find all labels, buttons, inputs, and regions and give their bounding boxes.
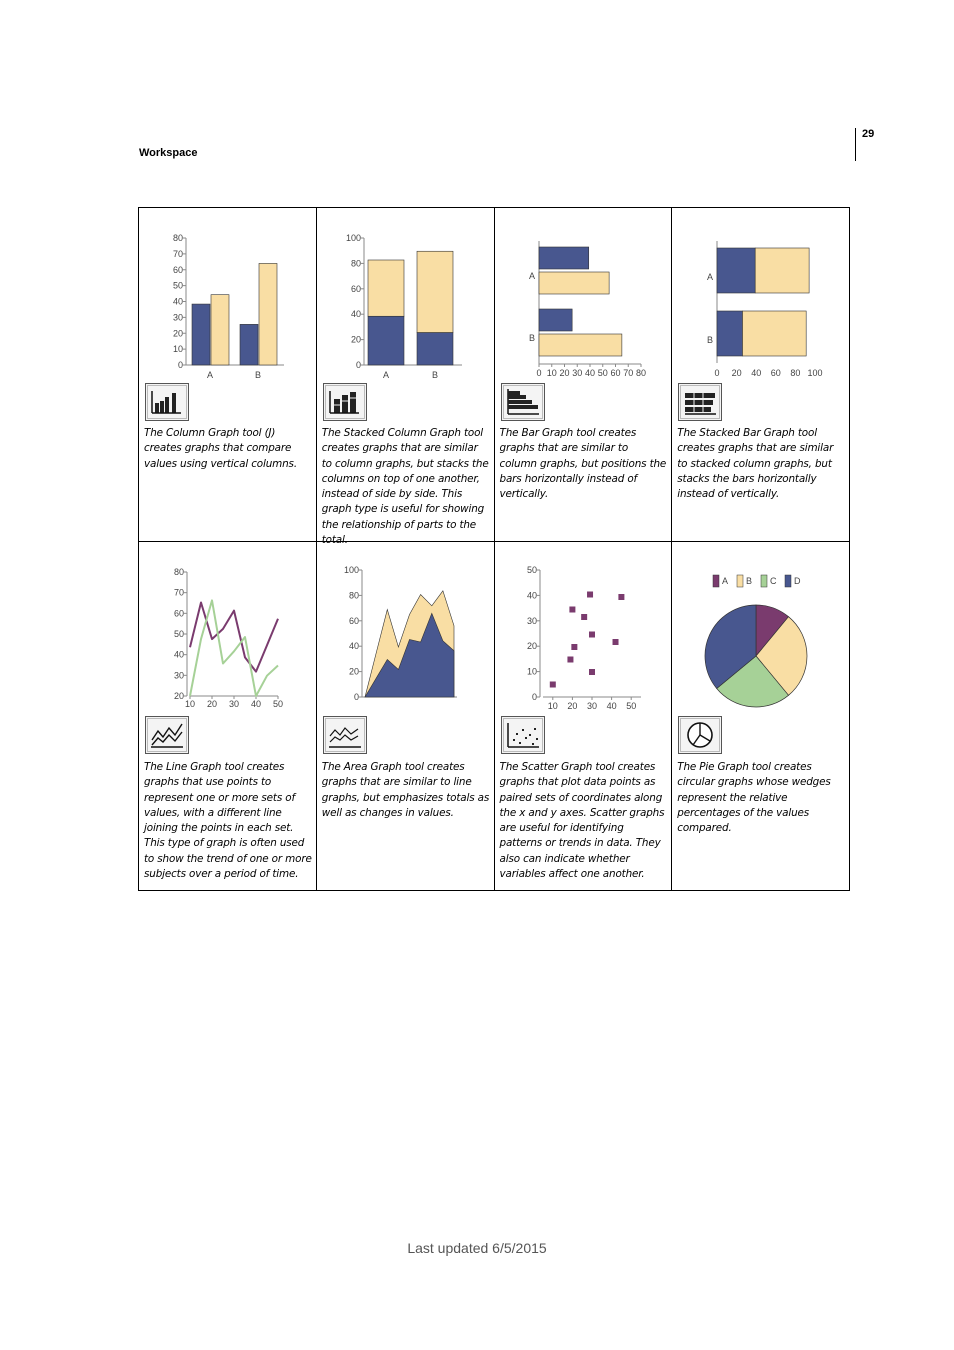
area-y-tick-label: 0 <box>353 692 359 702</box>
stacked-column-y-tick-label: 80 <box>350 258 361 269</box>
stacked-bar-x-tick-label: 80 <box>790 368 801 378</box>
scatter-y-tick-label: 40 <box>526 590 537 601</box>
icon-bar <box>685 400 713 405</box>
icon-dot <box>519 742 521 744</box>
scatter-point <box>549 682 555 688</box>
table-cell-pie <box>672 542 850 891</box>
cell-caption: The Scatter Graph tool creates graphs that plot data points as paired sets of coordinates along the x and y axes. Scatter graphs are useful for identifying patterns or trends in data. They also can indicate whether variables affect one another. <box>499 761 665 881</box>
icon-bar <box>508 391 520 395</box>
stacked-bar-graph-icon <box>678 383 722 421</box>
icon-dot <box>513 739 515 741</box>
line-y-tick-label: 60 <box>173 608 184 619</box>
stacked-bar-x-tick-label: 100 <box>807 368 823 378</box>
last-updated-footer: Last updated 6/5/2015 <box>407 1240 547 1256</box>
line-x-tick-label: 10 <box>184 699 196 709</box>
pie-legend-label: D <box>794 576 801 586</box>
scatter-x-tick-label: 20 <box>566 701 577 711</box>
line-y-tick-label: 40 <box>173 649 184 660</box>
icon-bar <box>160 401 164 413</box>
line-y-tick-label: 50 <box>173 629 184 639</box>
bar-bar <box>539 334 622 356</box>
column-bar <box>240 324 258 365</box>
bar-x-tick-label: 30 <box>571 368 582 378</box>
icon-bar <box>165 397 169 413</box>
scatter-point <box>589 632 595 638</box>
scatter-y-tick-label: 30 <box>526 615 537 626</box>
line-y-tick-label: 70 <box>173 587 184 598</box>
scatter-point <box>589 669 595 675</box>
line-x-tick-label: 50 <box>272 699 284 709</box>
cell-caption: The Line Graph tool creates graphs that use points to represent one or more sets of values, with a different line joining the points in each set. This type of graph is often used to show the trend of one or more subjects over a period of time. <box>144 761 312 881</box>
icon-dot <box>534 728 536 730</box>
stacked-bar-x-tick-label: 0 <box>714 368 720 378</box>
column-y-tick-label: 60 <box>172 264 183 275</box>
cell-caption: The Bar Graph tool creates graphs that are similar to column graphs, but positions the bars horizontally instead of vertically. <box>499 427 667 501</box>
table-cell-line <box>139 542 317 891</box>
line-x-tick-label: 40 <box>250 699 262 709</box>
icon-dot <box>516 733 518 735</box>
icon-dot <box>532 743 534 745</box>
scatter-point <box>571 644 577 650</box>
scatter-graph-icon <box>501 716 545 754</box>
pie-legend-swatch <box>737 575 743 587</box>
bar-category-label: B <box>528 333 535 343</box>
scatter-x-tick-label: 10 <box>547 701 558 711</box>
bar-bar <box>539 272 609 294</box>
bar-x-tick-label: 80 <box>635 368 646 378</box>
stacked-column-y-tick-label: 100 <box>345 233 361 243</box>
section-header: Workspace <box>139 147 198 159</box>
bar-x-tick-label: 50 <box>597 368 608 378</box>
table-cell-area <box>316 542 494 891</box>
scatter-point <box>581 614 587 620</box>
column-bar <box>192 304 210 365</box>
table-cell-stacked-bar <box>672 208 850 542</box>
bar-bar <box>539 247 589 269</box>
column-bar <box>211 295 229 365</box>
table-cell-stacked-column <box>316 208 494 547</box>
stacked-column-segment <box>417 251 453 332</box>
area-y-tick-label: 40 <box>348 641 359 652</box>
scatter-point <box>618 594 624 600</box>
column-graph-icon <box>145 383 189 421</box>
area-y-tick-label: 80 <box>348 590 359 601</box>
line-x-tick-label: 30 <box>228 699 240 709</box>
icon-bar <box>685 407 711 412</box>
stacked-column-graph-sample <box>317 208 494 388</box>
bar-x-tick-label: 0 <box>535 368 542 378</box>
column-y-tick-label: 80 <box>172 233 183 243</box>
pie-legend-label: A <box>722 576 729 586</box>
pie-legend-swatch <box>713 575 719 587</box>
cell-caption: The Area Graph tool creates graphs that are similar to line graphs, but emphasizes totals as well as changes in values. <box>321 761 490 819</box>
cell-caption: The Stacked Bar Graph tool creates graphs that are similar to stacked column graphs, but stacks the bars horizontally instead of vertically. <box>677 427 834 501</box>
scatter-x-tick-label: 30 <box>586 701 597 711</box>
line-y-tick-label: 20 <box>173 691 184 701</box>
scatter-point <box>569 607 575 613</box>
line-graph-icon <box>145 716 189 754</box>
table-cell-scatter <box>494 542 672 891</box>
page-number: 29 <box>862 128 875 140</box>
scatter-x-tick-label: 50 <box>625 701 636 711</box>
icon-dot <box>536 738 538 740</box>
pie-legend-swatch <box>785 575 791 587</box>
column-y-tick-label: 10 <box>172 344 183 355</box>
stacked-column-y-tick-label: 40 <box>350 309 361 320</box>
pie-graph-sample <box>672 542 849 722</box>
icon-bar <box>342 395 348 413</box>
icon-bar <box>508 405 538 409</box>
stacked-bar-segment <box>717 311 742 356</box>
stacked-bar-segment <box>717 248 755 293</box>
line-x-tick-label: 20 <box>206 699 218 709</box>
scatter-point <box>587 592 593 598</box>
stacked-bar-segment <box>743 311 807 356</box>
stacked-bar-category-label: B <box>707 335 714 345</box>
stacked-column-y-tick-label: 60 <box>350 283 361 294</box>
stacked-bar-x-tick-label: 40 <box>751 368 762 378</box>
stacked-column-graph-icon <box>323 383 367 421</box>
bar-x-tick-label: 40 <box>584 368 595 378</box>
icon-bar <box>350 392 356 413</box>
column-graph-sample <box>139 208 316 388</box>
column-y-tick-label: 0 <box>177 360 183 370</box>
scatter-y-tick-label: 10 <box>526 666 537 677</box>
stacked-column-category-label: A <box>382 370 389 380</box>
stacked-bar-category-label: A <box>707 272 714 282</box>
icon-bar <box>508 395 526 399</box>
cell-caption: The Stacked Column Graph tool creates graphs that are similar to column graphs, but stacks the columns on top of one another, instead of side by side. This graph type is useful for showing the relationship of parts to the total. <box>321 427 489 547</box>
stacked-column-segment <box>368 316 404 365</box>
bar-x-tick-label: 70 <box>622 368 633 378</box>
graph-tools-table <box>138 207 850 891</box>
pie-legend-swatch <box>761 575 767 587</box>
bar-category-label: A <box>528 271 535 281</box>
icon-bar <box>685 393 715 398</box>
column-category-label: A <box>206 370 214 380</box>
line-series-purple <box>190 603 278 672</box>
pie-legend-label: C <box>770 576 777 586</box>
bar-x-tick-label: 60 <box>609 368 621 378</box>
pie-legend-label: B <box>746 576 753 586</box>
column-category-label: B <box>254 370 262 380</box>
pie-graph-icon <box>678 716 722 754</box>
stacked-bar-segment <box>755 248 809 293</box>
icon-dot <box>529 734 531 736</box>
stacked-column-segment <box>368 260 404 316</box>
scatter-x-tick-label: 40 <box>606 701 617 711</box>
column-y-tick-label: 70 <box>172 248 183 259</box>
cell-caption: The Column Graph tool (J) creates graphs that compare values using vertical columns. <box>144 427 297 470</box>
scatter-y-tick-label: 20 <box>526 641 537 652</box>
line-y-tick-label: 80 <box>173 567 184 577</box>
scatter-point <box>612 639 618 645</box>
icon-bar <box>172 393 176 413</box>
scatter-y-tick-label: 50 <box>526 565 537 575</box>
area-y-tick-label: 20 <box>348 666 359 677</box>
stacked-bar-x-tick-label: 60 <box>771 368 782 378</box>
stacked-column-segment <box>417 333 453 366</box>
icon-dot <box>525 737 527 739</box>
icon-dot <box>522 729 524 731</box>
icon-bar <box>508 400 532 404</box>
area-graph-icon <box>323 716 367 754</box>
column-y-tick-label: 30 <box>172 312 183 323</box>
stacked-column-y-tick-label: 20 <box>350 334 361 345</box>
bar-bar <box>539 309 572 331</box>
scatter-y-tick-label: 0 <box>531 692 537 702</box>
area-graph-sample <box>317 542 494 722</box>
column-y-tick-label: 50 <box>172 280 183 291</box>
bar-graph-icon <box>501 383 545 421</box>
page-number-rule <box>855 128 856 161</box>
bar-graph-sample <box>495 208 672 388</box>
icon-frame <box>146 717 189 754</box>
area-y-tick-label: 60 <box>348 615 359 626</box>
table-cell-bar <box>494 208 672 542</box>
column-y-tick-label: 40 <box>172 296 183 307</box>
stacked-bar-x-tick-label: 20 <box>731 368 742 378</box>
bar-x-tick-label: 10 <box>546 368 557 378</box>
stacked-column-category-label: B <box>431 370 438 380</box>
column-y-tick-label: 20 <box>172 328 183 339</box>
stacked-bar-graph-sample <box>672 208 849 388</box>
bar-x-tick-label: 20 <box>558 368 570 378</box>
scatter-graph-sample <box>495 542 672 722</box>
scatter-point <box>567 657 573 663</box>
icon-bar <box>334 399 340 413</box>
table-cell-column <box>139 208 317 542</box>
icon-bar <box>155 403 159 413</box>
area-y-tick-label: 100 <box>343 565 359 575</box>
line-y-tick-label: 30 <box>173 670 184 681</box>
stacked-column-y-tick-label: 0 <box>355 360 361 370</box>
column-bar <box>259 263 277 365</box>
cell-caption: The Pie Graph tool creates circular graphs whose wedges represent the relative percentages of the values compared. <box>677 761 831 835</box>
line-graph-sample <box>139 542 316 722</box>
